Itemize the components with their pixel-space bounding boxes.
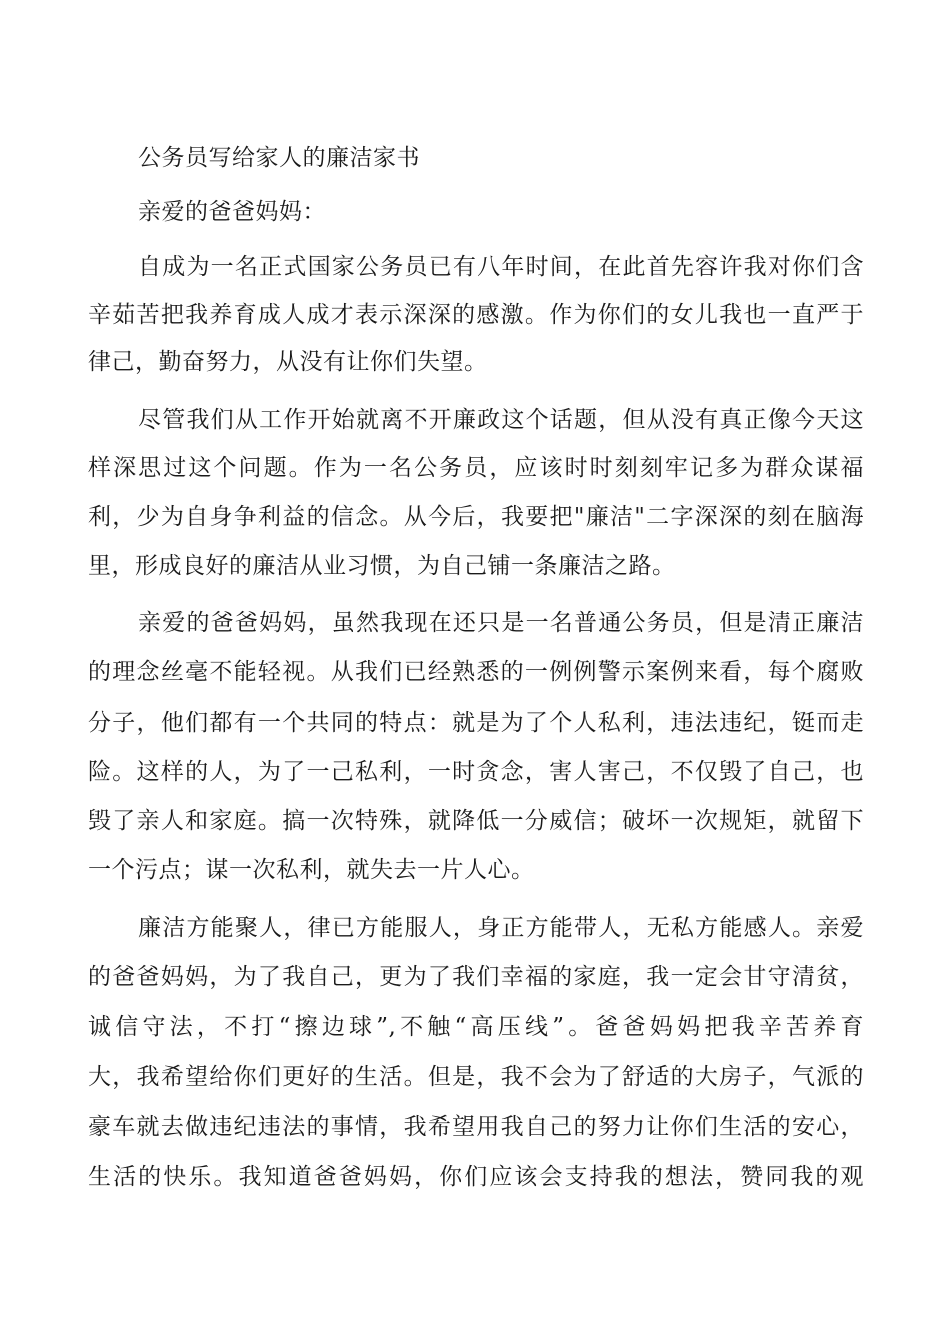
paragraph-2-line-2: 样深思过这个问题。作为一名公务员，应该时时刻刻牢记多为群众谋福 bbox=[88, 455, 864, 481]
paragraph-4-line-1: 廉洁方能聚人，律已方能服人，身正方能带人，无私方能感人。亲爱 bbox=[138, 915, 864, 941]
paragraph-4-line-6: 生活的快乐。我知道爸爸妈妈，你们应该会支持我的想法，赞同我的观 bbox=[88, 1164, 864, 1190]
paragraph-3-line-1: 亲爱的爸爸妈妈，虽然我现在还只是一名普通公务员，但是清正廉洁 bbox=[138, 610, 864, 636]
paragraph-1-line-3: 律己，勤奋努力，从没有让你们失望。 bbox=[88, 349, 488, 375]
paragraph-1-line-2: 辛茹苦把我养育成人成才表示深深的感激。作为你们的女儿我也一直严于 bbox=[88, 302, 864, 328]
document-title: 公务员写给家人的廉洁家书 bbox=[138, 145, 420, 171]
paragraph-3-line-5: 毁了亲人和家庭。搞一次特殊，就降低一分威信；破坏一次规矩，就留下 bbox=[88, 808, 864, 834]
paragraph-4-line-5: 豪车就去做违纪违法的事情，我希望用我自己的努力让你们生活的安心， bbox=[88, 1114, 864, 1140]
paragraph-2-line-4: 里，形成良好的廉洁从业习惯，为自己铺一条廉洁之路。 bbox=[88, 553, 676, 579]
salutation: 亲爱的爸爸妈妈： bbox=[138, 199, 326, 225]
paragraph-4-line-3: 诚信守法，不打“擦边球”,不触“高压线”。爸爸妈妈把我辛苦养育 bbox=[88, 1014, 864, 1040]
paragraph-2-line-3: 利，少为自身争利益的信念。从今后，我要把"廉洁"二字深深的刻在脑海 bbox=[88, 504, 864, 530]
paragraph-3-line-6: 一个污点；谋一次私利，就失去一片人心。 bbox=[88, 857, 535, 883]
paragraph-3-line-2: 的理念丝毫不能轻视。从我们已经熟悉的一例例警示案例来看，每个腐败 bbox=[88, 659, 864, 685]
paragraph-1-line-1: 自成为一名正式国家公务员已有八年时间，在此首先容许我对你们含 bbox=[138, 254, 864, 280]
paragraph-4-line-4: 大，我希望给你们更好的生活。但是，我不会为了舒适的大房子，气派的 bbox=[88, 1064, 864, 1090]
paragraph-2-line-1: 尽管我们从工作开始就离不开廉政这个话题，但从没有真正像今天这 bbox=[138, 407, 864, 433]
paragraph-4-line-2: 的爸爸妈妈，为了我自己，更为了我们幸福的家庭，我一定会甘守清贫， bbox=[88, 964, 864, 990]
paragraph-3-line-3: 分子，他们都有一个共同的特点：就是为了个人私利，违法违纪，铤而走 bbox=[88, 710, 864, 736]
paragraph-3-line-4: 险。这样的人，为了一己私利，一时贪念，害人害己，不仅毁了自己，也 bbox=[88, 759, 864, 785]
